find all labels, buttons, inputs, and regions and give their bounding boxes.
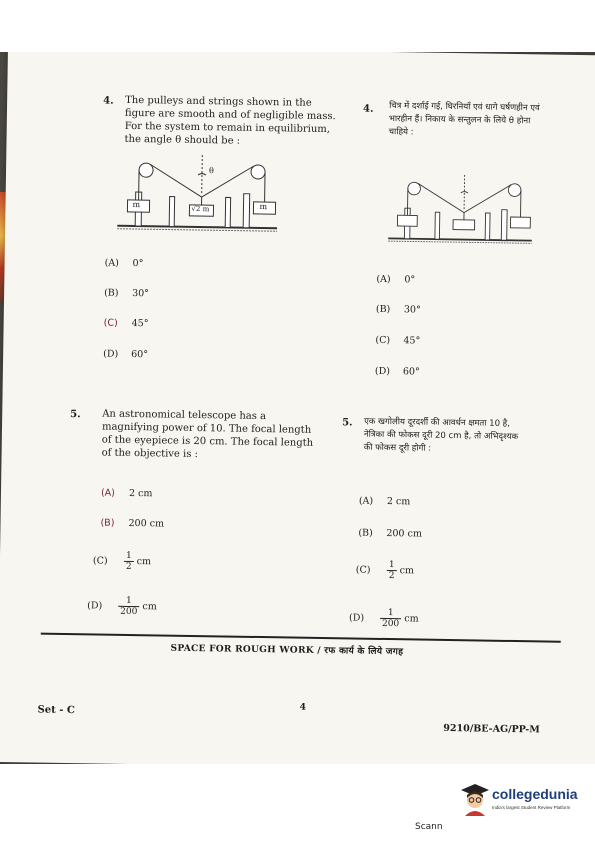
right-mass-label: m: [259, 201, 268, 212]
q4-hi-line: चाहिये :: [388, 126, 414, 138]
q4-en-line: The pulleys and strings shown in the: [125, 94, 312, 109]
q5-hi-line: एक खगोलीय दूरदर्शी की आवर्धन क्षमता 10 है,: [364, 416, 511, 429]
q5-option-c: (C) $\frac{1}{2}$ cm: [92, 550, 152, 573]
q5-hi-line: नेत्रिका की फोकस दूरी 20 cm है, तो अभिदृश्यक: [363, 429, 519, 443]
q5-option-d-hi: (D) $\frac{1}{200}$ cm: [348, 608, 419, 630]
q5-en-line: An astronomical telescope has a: [102, 408, 267, 423]
q4-hi-line: चित्र में दर्शाई गई, घिरनियाँ एवं धागे घर्षणहीन एवं: [389, 100, 540, 114]
q4-number: 4.: [103, 95, 114, 107]
fraction: $\frac{1}{200}$: [118, 596, 140, 617]
q4-option-d-hi: (D) 60°: [374, 365, 420, 378]
rough-work-divider: [41, 633, 561, 643]
q4-en-line: For the system to remain in equilibrium,: [124, 120, 331, 136]
q5-option-a-hi: (A) 2 cm: [358, 495, 411, 508]
q4-pulley-figure-en: [117, 152, 278, 233]
graduate-avatar-icon: [460, 782, 490, 816]
q5-number-hi: 5.: [342, 417, 353, 429]
q4-hindi-text: [389, 100, 595, 142]
photo-background: [0, 52, 595, 764]
q4-option-a-hi: (A) 0°: [376, 273, 416, 286]
q4-option-b: (B) 30°: [104, 287, 150, 300]
q4-option-d: (D) 60°: [103, 348, 149, 361]
q4-option-c-hi: (C) 45°: [375, 334, 421, 347]
q4-option-c: (C) 45°: [103, 317, 149, 330]
page-number: 4: [299, 702, 306, 713]
q4-number-hi: 4.: [362, 103, 374, 115]
angle-label: θ: [208, 166, 214, 176]
q5-option-c-hi: (C) $\frac{1}{2}$ cm: [355, 560, 415, 582]
exam-page: [0, 52, 595, 764]
q4-option-a: (A) 0°: [104, 257, 144, 270]
q5-number: 5.: [70, 409, 81, 421]
set-label: Set - C: [37, 704, 75, 717]
q4-english-text: [124, 94, 345, 149]
q5-en-line: of the eyepiece is 20 cm. The focal length: [101, 434, 314, 449]
q4-pulley-figure-hi: [385, 172, 536, 244]
brand-tagline: India's largest Student Review Platform: [492, 805, 571, 810]
fraction: $\frac{1}{2}$: [125, 550, 132, 573]
brand-name: collegedunia: [492, 786, 578, 802]
q5-english-text: [102, 408, 328, 464]
q4-en-line: the angle θ should be :: [124, 133, 241, 147]
q4-option-b-hi: (B) 30°: [375, 303, 421, 316]
fraction: $\frac{1}{2}$: [388, 560, 395, 582]
middle-mass-label: √2 m: [191, 204, 210, 214]
left-mass-label: m: [132, 199, 141, 210]
q5-en-line: of the objective is :: [101, 447, 199, 461]
q4-en-line: figure are smooth and of negligible mass.: [124, 107, 336, 123]
q5-hi-line: की फोकस दूरी होगी :: [363, 442, 432, 454]
paper-code: 9210/BE-AG/PP-M: [443, 722, 540, 736]
rough-work-label: SPACE FOR ROUGH WORK / रफ कार्य के लिये जगह: [170, 643, 404, 658]
q5-option-a: (A) 2 cm: [100, 487, 153, 500]
q5-en-line: magnifying power of 10. The focal length: [101, 421, 312, 436]
q5-option-b: (B) 200 cm: [100, 517, 165, 530]
q5-option-b-hi: (B) 200 cm: [358, 527, 422, 540]
q4-hi-line: भारहीन हैं। निकाय के सन्तुलन के लिये θ होना: [388, 113, 531, 127]
q5-hindi-text: [364, 416, 580, 458]
q5-option-d: (D) $\frac{1}{200}$ cm: [87, 595, 157, 618]
fraction: $\frac{1}{200}$: [380, 608, 402, 629]
brand-logo: [452, 776, 595, 826]
scanner-text: Scann: [415, 822, 443, 832]
